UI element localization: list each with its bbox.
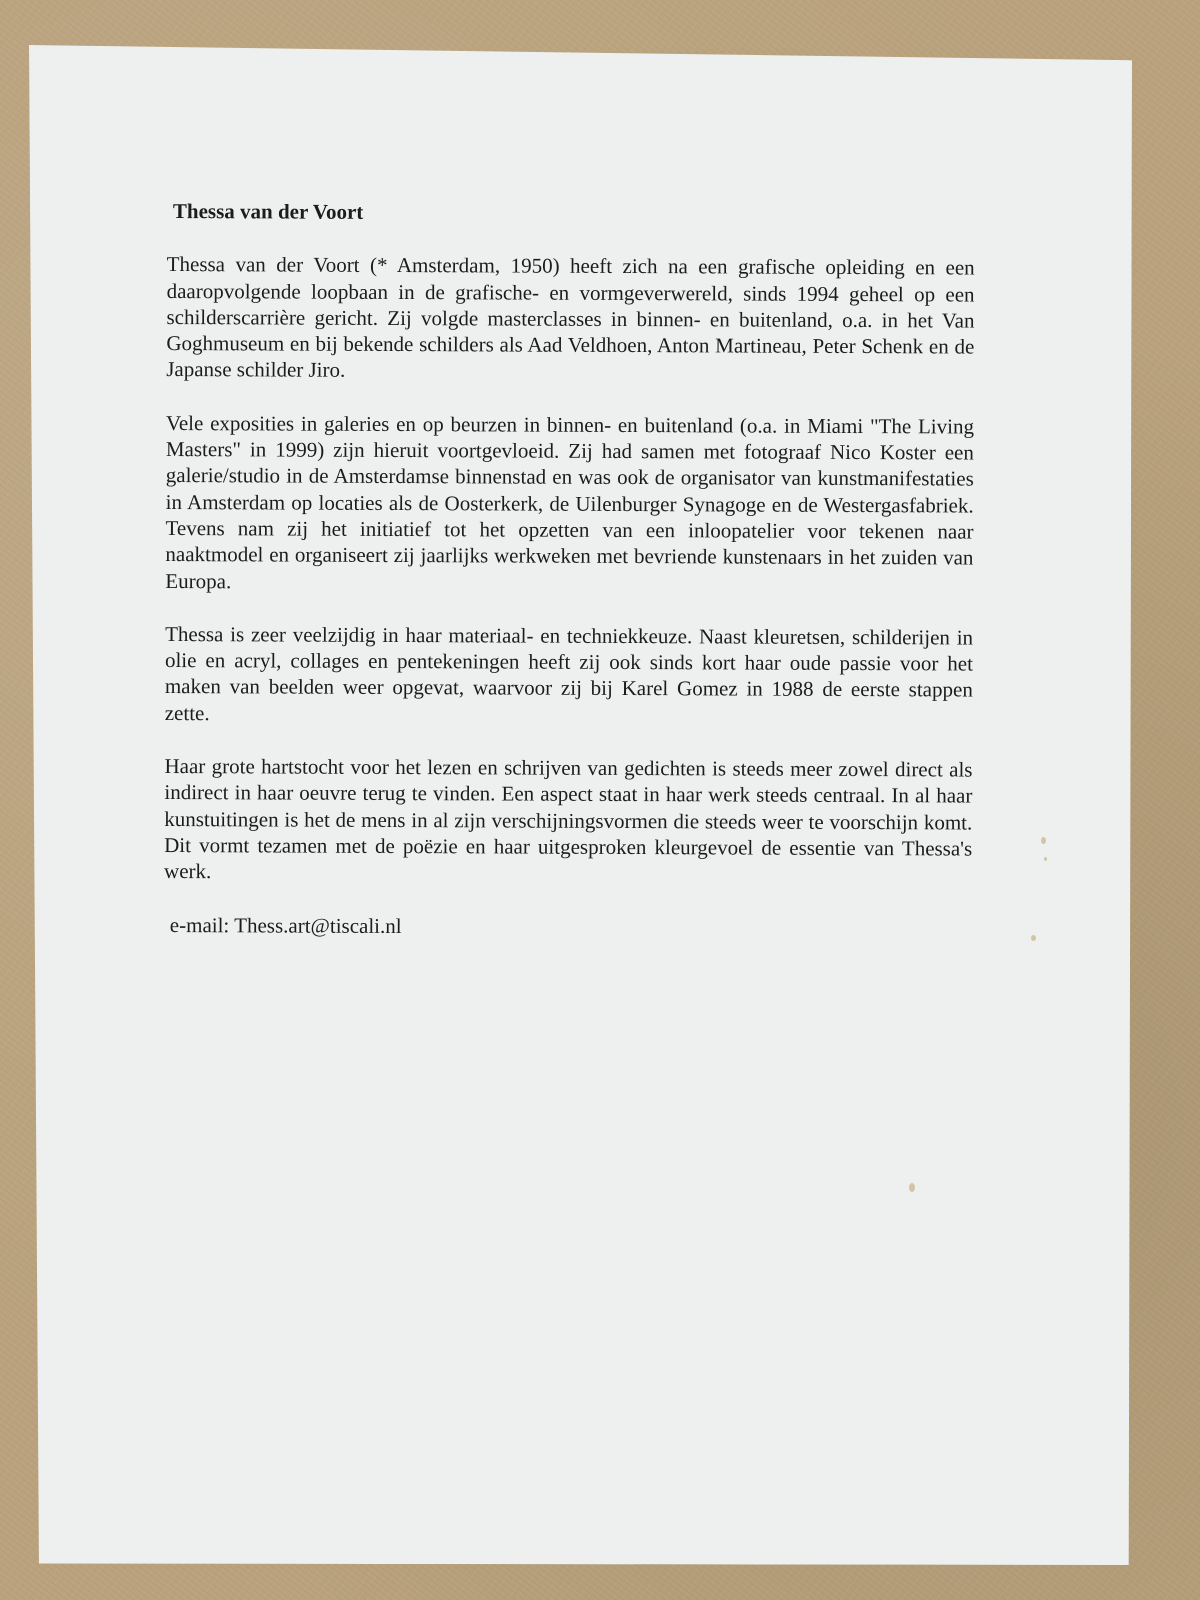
paragraph-biography: Thessa van der Voort (* Amsterdam, 1950) heeft zich na een grafische opleiding en een daaropvolgende loopbaan in de grafische- en vormgeverwereld, sinds 1994 geheel op een schilderscarrière gericht. Zij volgde masterclasses in binnen- en buitenland, o.a. in het Van Goghmuseum en bij bekende schilders als Aad Veldhoen, Anton Martineau, Peter Schenk en de Japanse schilder Jiro. [166, 252, 975, 383]
paragraph-exhibitions: Vele exposities in galeries en op beurzen in binnen- en buitenland (o.a. in Miami "The Living Masters" in 1999) zijn hieruit voortgevloeid. Zij had samen met fotograaf Nico Koster een galerie/studio in de Amsterdamse binnenstad en was ook de organisator van kunstmanifestaties in Amsterdam op locaties als de Oosterkerk, de Uilenburger Synagoge en de Westergasfabriek. Tevens nam zij het initiatief tot het opzetten van een inloopatelier voor tekenen naar naaktmodel en organiseert zij jaarlijks werkweken met bevriende kunstenaars in het zuiden van Europa. [165, 410, 975, 593]
paper-speck [1031, 935, 1036, 941]
paragraph-poetry: Haar grote hartstocht voor het lezen en schrijven van gedichten is steeds meer zowel direct als indirect in haar oeuvre terug te vinden. Een aspect staat in haar werk steeds centraal. In al haar kunstuitingen is het de mens in al zijn verschijningsvormen die steeds weer te voorschijn komt. Dit vormt tezamen met de poëzie en haar uitgesproken kleurgevoel de essentie van Thessa's werk. [164, 754, 973, 884]
email-line: e-mail: Thess.art@tiscali.nl [169, 912, 402, 938]
paper-speck [1041, 837, 1046, 844]
document-title: Thessa van der Voort [172, 199, 364, 224]
document-text [164, 198, 975, 941]
paragraph-techniques: Thessa is zeer veelzijdig in haar materiaal- en techniekkeuze. Naast kleuretsen, schilderijen in olie en acryl, collages en pentekeningen heeft zij ook sinds kort haar oude passie voor het maken van beelden weer opgevat, waarvoor zij bij Karel Gomez in 1988 de eerste stappen zette. [164, 621, 974, 725]
paper-speck [909, 1183, 915, 1192]
paper-speck [1044, 857, 1047, 861]
